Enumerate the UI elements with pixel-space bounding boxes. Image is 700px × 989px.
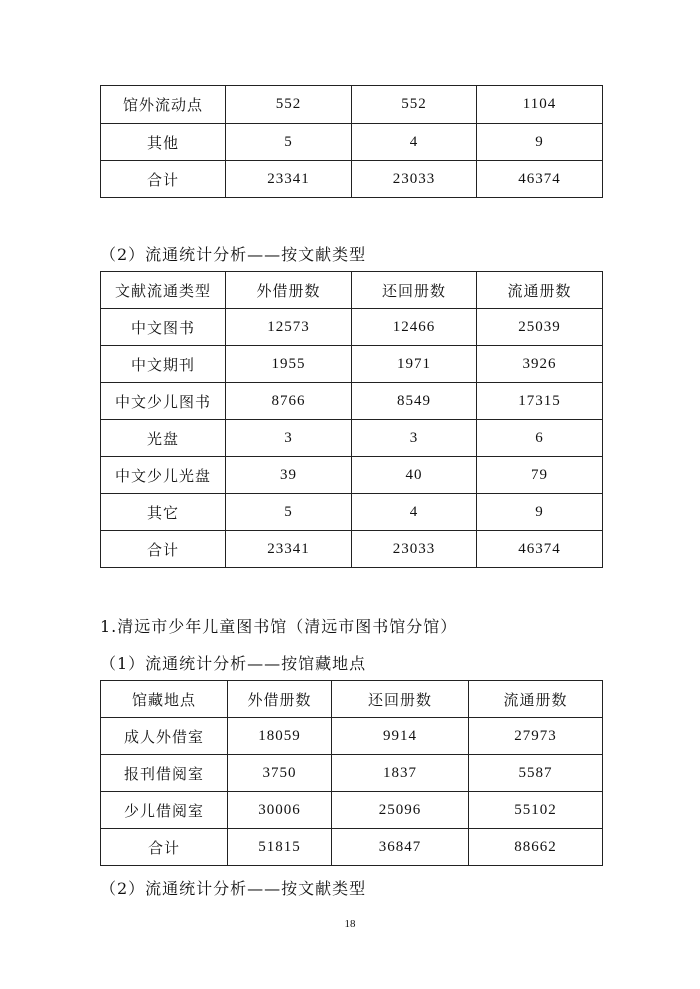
cell-circulated: 79: [477, 457, 603, 494]
column-header: 馆藏地点: [101, 681, 228, 718]
table-row: [101, 309, 603, 346]
cell-borrowed: 1955: [226, 346, 352, 383]
table-row: [101, 383, 603, 420]
table-row: [101, 346, 603, 383]
column-header: 流通册数: [477, 272, 603, 309]
cell-borrowed: 3: [226, 420, 352, 457]
caption-by-location: （1）流通统计分析——按馆藏地点: [100, 654, 367, 673]
table-header-row: [101, 681, 603, 718]
cell-circulated: 5587: [469, 755, 603, 792]
table-location-continued: [100, 85, 603, 198]
cell-label: 成人外借室: [101, 718, 228, 755]
cell-borrowed: 18059: [228, 718, 332, 755]
cell-circulated: 55102: [469, 792, 603, 829]
table-row: [101, 531, 603, 568]
cell-returned: 9914: [332, 718, 469, 755]
table-row: [101, 420, 603, 457]
column-header: 还回册数: [332, 681, 469, 718]
table-row: [101, 86, 603, 124]
cell-borrowed: 12573: [226, 309, 352, 346]
cell-label: 合计: [101, 161, 226, 198]
cell-circulated: 9: [477, 494, 603, 531]
cell-label: 光盘: [101, 420, 226, 457]
cell-returned: 1971: [352, 346, 477, 383]
cell-label: 中文期刊: [101, 346, 226, 383]
table-by-location: [100, 680, 603, 866]
table-row: [101, 792, 603, 829]
cell-circulated: 6: [477, 420, 603, 457]
column-header: 外借册数: [228, 681, 332, 718]
table-row: [101, 829, 603, 866]
cell-returned: 23033: [352, 161, 477, 198]
cell-borrowed: 8766: [226, 383, 352, 420]
caption-by-type-2: （2）流通统计分析——按文献类型: [100, 879, 367, 898]
cell-borrowed: 51815: [228, 829, 332, 866]
section-heading: 1.清远市少年儿童图书馆（清远市图书馆分馆）: [100, 617, 458, 636]
column-header: 外借册数: [226, 272, 352, 309]
cell-borrowed: 30006: [228, 792, 332, 829]
table-row: [101, 161, 603, 198]
cell-circulated: 9: [477, 124, 603, 161]
table-row: [101, 755, 603, 792]
cell-circulated: 88662: [469, 829, 603, 866]
cell-label: 中文少儿图书: [101, 383, 226, 420]
cell-circulated: 46374: [477, 161, 603, 198]
cell-borrowed: 5: [226, 124, 352, 161]
cell-returned: 25096: [332, 792, 469, 829]
cell-returned: 23033: [352, 531, 477, 568]
cell-label: 馆外流动点: [101, 86, 226, 124]
cell-label: 其它: [101, 494, 226, 531]
table-row: [101, 124, 603, 161]
table-row: [101, 457, 603, 494]
cell-circulated: 1104: [477, 86, 603, 124]
column-header: 流通册数: [469, 681, 603, 718]
cell-returned: 12466: [352, 309, 477, 346]
cell-circulated: 27973: [469, 718, 603, 755]
cell-returned: 36847: [332, 829, 469, 866]
column-header: 还回册数: [352, 272, 477, 309]
table-row: [101, 494, 603, 531]
cell-borrowed: 23341: [226, 531, 352, 568]
table-row: [101, 718, 603, 755]
cell-circulated: 46374: [477, 531, 603, 568]
cell-label: 中文少儿光盘: [101, 457, 226, 494]
cell-returned: 4: [352, 124, 477, 161]
column-header: 文献流通类型: [101, 272, 226, 309]
cell-label: 报刊借阅室: [101, 755, 228, 792]
cell-circulated: 25039: [477, 309, 603, 346]
cell-returned: 3: [352, 420, 477, 457]
cell-label: 中文图书: [101, 309, 226, 346]
cell-borrowed: 3750: [228, 755, 332, 792]
cell-borrowed: 39: [226, 457, 352, 494]
cell-borrowed: 23341: [226, 161, 352, 198]
cell-circulated: 17315: [477, 383, 603, 420]
caption-by-type: （2）流通统计分析——按文献类型: [100, 245, 367, 264]
cell-returned: 1837: [332, 755, 469, 792]
cell-returned: 552: [352, 86, 477, 124]
page-number: 18: [344, 918, 356, 930]
cell-returned: 4: [352, 494, 477, 531]
cell-label: 少儿借阅室: [101, 792, 228, 829]
cell-label: 合计: [101, 829, 228, 866]
table-header-row: [101, 272, 603, 309]
cell-returned: 40: [352, 457, 477, 494]
cell-circulated: 3926: [477, 346, 603, 383]
cell-borrowed: 552: [226, 86, 352, 124]
cell-returned: 8549: [352, 383, 477, 420]
cell-label: 其他: [101, 124, 226, 161]
table-by-document-type: [100, 271, 603, 568]
cell-label: 合计: [101, 531, 226, 568]
cell-borrowed: 5: [226, 494, 352, 531]
